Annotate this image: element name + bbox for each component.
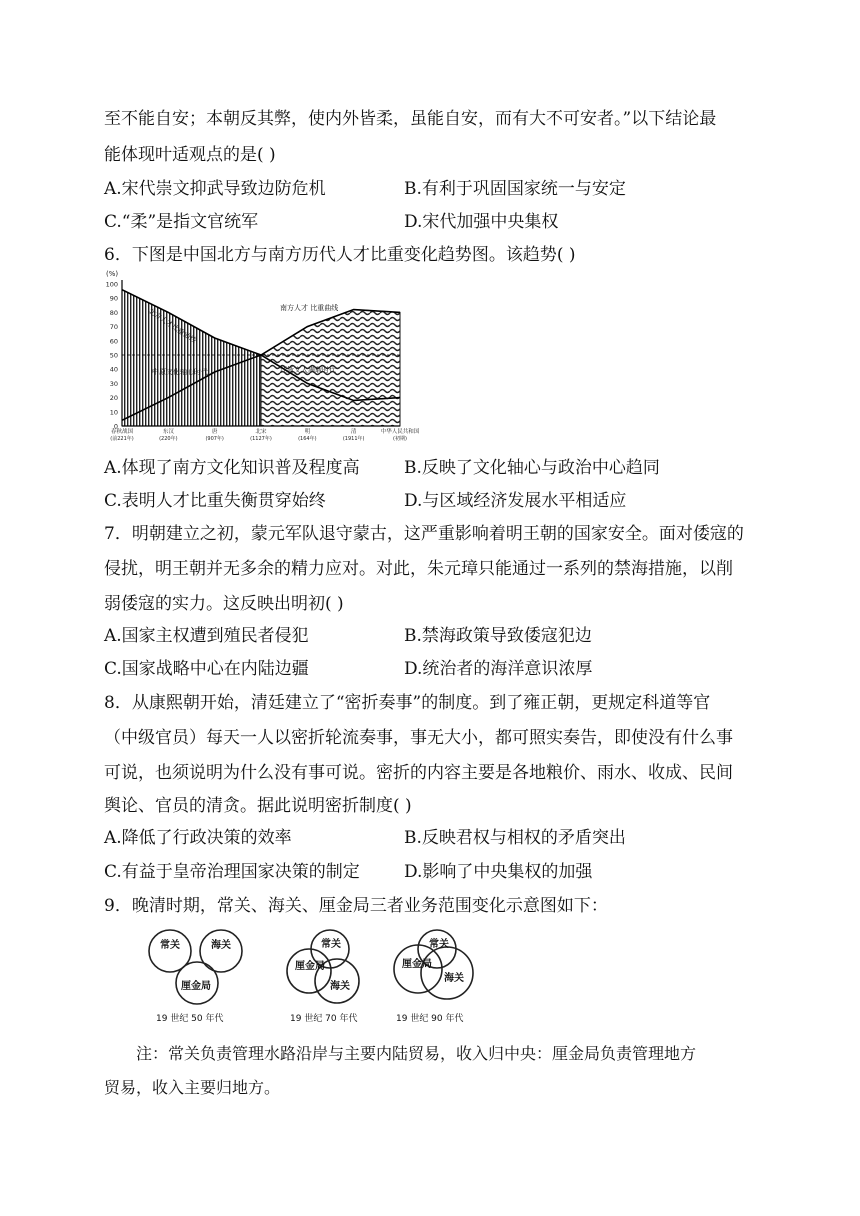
- q8-stem-line-4: 舆论、官员的清贪。据此说明密折制度( ): [104, 796, 412, 816]
- q7-option-a[interactable]: A.国家主权遭到殖民者侵犯: [104, 626, 309, 646]
- q5-stem-line-1: 至不能自安；本朝反其弊，使内外皆柔，虽能自安，而有大不可安者。”以下结论最: [104, 109, 717, 129]
- q6-option-a[interactable]: A.体现了南方文化知识普及程度高: [104, 458, 360, 478]
- y-tick-label: 70: [109, 323, 118, 332]
- x-tick-sublabel: (907年): [205, 436, 224, 442]
- q6-option-d[interactable]: D.与区域经济发展水平相适应: [404, 491, 627, 511]
- x-tick-sublabel: (1911年): [342, 436, 365, 442]
- x-tick-label: 中华人民共和国: [380, 429, 420, 435]
- x-tick-label: 唐: [211, 429, 218, 435]
- q8-option-d[interactable]: D.影响了中央集权的加强: [404, 862, 593, 882]
- talent-ratio-chart: [100, 268, 420, 446]
- x-tick-sublabel: (164年): [298, 436, 317, 442]
- north-curve-label: 北方人才比重曲线: [146, 307, 198, 345]
- y-tick-label: 80: [109, 308, 118, 317]
- x-tick-sublabel: (前221年): [110, 436, 134, 442]
- venn-1890s-caption: 19 世纪 90 年代: [396, 1014, 464, 1024]
- venn-1850s-label-0: 常关: [160, 940, 180, 951]
- q5-option-b[interactable]: B.有利于巩固国家统一与安定: [404, 179, 626, 199]
- q8-stem-line-2: （中级官员）每天一人以密折轮流奏事，事无大小，都可照实奏告，即使没有什么事: [104, 728, 733, 748]
- q5-option-a[interactable]: A.宋代崇文抑武导致边防危机: [104, 179, 326, 199]
- q8-option-c[interactable]: C.有益于皇帝治理国家决策的制定: [104, 862, 360, 882]
- chart-y-unit: (%): [106, 270, 119, 278]
- q7-stem-line-2: 侵扰，明王朝并无多余的精力应对。对此，朱元璋只能通过一系列的禁海措施，以削: [104, 559, 733, 579]
- q6-option-b[interactable]: B.反映了文化轴心与政治中心趋同: [404, 458, 660, 478]
- x-tick-label: 清: [350, 429, 357, 435]
- south-curve-label: 南方人才 比重曲线: [280, 304, 339, 312]
- y-tick-label: 60: [109, 337, 118, 346]
- q9-note-line-2: 贸易，收入主要归地方。: [104, 1078, 281, 1097]
- x-tick-label: 东汉: [162, 429, 174, 435]
- y-tick-label: 30: [109, 379, 118, 388]
- q5-option-c[interactable]: C.“柔”是指文官统军: [104, 212, 259, 232]
- q7-option-b[interactable]: B.禁海政策导致倭寇犯边: [404, 626, 592, 646]
- q8-stem-line-1: 8．从康熙朝开始，清廷建立了“密折奏事”的制度。到了雍正朝，更规定科道等官: [104, 693, 711, 713]
- q8-option-a[interactable]: A.降低了行政决策的效率: [104, 828, 292, 848]
- x-tick-sublabel: (1127年): [250, 436, 272, 442]
- venn-1870s-label-2: 海关: [330, 981, 350, 992]
- q9-note-line-1: 注：常关负责管理水路沿岸与主要内陆贸易，收入归中央：厘金局负责管理地方: [136, 1044, 697, 1063]
- venn-1870s-label-0: 常关: [321, 939, 341, 950]
- y-tick-label: 0: [113, 422, 118, 431]
- q8-option-b[interactable]: B.反映君权与相权的矛盾突出: [404, 828, 626, 848]
- customs-venn-diagrams: [140, 925, 490, 1025]
- q8-stem-line-3: 可说，也须说明为什么没有事可说。密折的内容主要是各地粮价、雨水、收成、民间: [104, 763, 733, 783]
- venn-1890s-label-0: 常关: [429, 939, 449, 950]
- q9-stem: 9．晚清时期，常关、海关、厘金局三者业务范围变化示意图如下：: [104, 896, 608, 916]
- venn-1850s-label-1: 海关: [211, 940, 231, 951]
- x-tick-label: 明: [304, 429, 311, 435]
- q5-option-d[interactable]: D.宋代加强中央集权: [404, 212, 559, 232]
- x-tick-sublabel: (初期): [393, 436, 407, 442]
- q6-option-c[interactable]: C.表明人才比重失衡贯穿始终: [104, 491, 326, 511]
- north-area: [122, 290, 261, 426]
- q6-stem: 6．下图是中国北方与南方历代人才比重变化趋势图。该趋势( ): [104, 245, 576, 265]
- venn-1850s-caption: 19 世纪 50 年代: [156, 1014, 224, 1024]
- q5-stem-line-2: 能体现叶适观点的是( ): [104, 145, 276, 165]
- y-tick-label: 20: [109, 394, 118, 403]
- q7-stem-line-3: 弱倭寇的实力。这反映出明初( ): [104, 594, 344, 614]
- venn-1870s-caption: 19 世纪 70 年代: [290, 1014, 358, 1024]
- north-era-annotation: 中原文化轴心时代: [152, 368, 208, 376]
- q7-option-c[interactable]: C.国家战略中心在内陆边疆: [104, 659, 309, 679]
- y-tick-label: 100: [105, 280, 118, 289]
- y-tick-label: 90: [109, 294, 118, 303]
- south-era-annotation: 江浙文人满载时代: [280, 366, 336, 374]
- venn-1870s-label-1: 厘金局: [295, 961, 325, 972]
- q7-stem-line-1: 7．明朝建立之初，蒙元军队退守蒙古，这严重影响着明王朝的国家安全。面对倭寇的: [104, 524, 744, 544]
- y-tick-label: 50: [109, 351, 118, 360]
- x-tick-label: 春秋战国: [110, 429, 134, 435]
- venn-1850s-label-2: 厘金局: [181, 981, 211, 992]
- y-tick-label: 10: [109, 408, 118, 417]
- y-tick-label: 40: [109, 365, 118, 374]
- q7-option-d[interactable]: D.统治者的海洋意识浓厚: [404, 659, 593, 679]
- x-tick-sublabel: (220年): [159, 436, 178, 442]
- venn-1890s-label-1: 厘金局: [402, 959, 432, 970]
- x-tick-label: 北宋: [255, 429, 267, 435]
- venn-1890s-label-2: 海关: [444, 973, 464, 984]
